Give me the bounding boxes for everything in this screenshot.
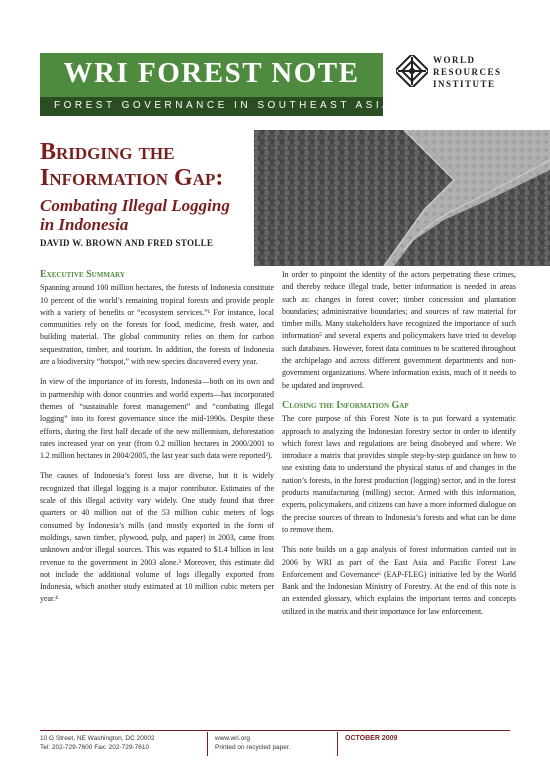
footer-divider (207, 732, 208, 756)
paragraph: In order to pinpoint the identity of the actors perpetrating these crimes, and thereby reduce illegal trade, better information is needed in areas such as: changes in forest cover; timber concession and plantation boundaries; administrative boundaries; and sources of raw material for timber mills. Many stakeholders have recognized the importance of such information⁵ and several experts and policymakers have tried to develop such databases. However, forest data continues to be scattered throughout the archipelago and across different government departments and non-government organizations. Where information exists, much of it needs to be updated and improved. (282, 270, 516, 390)
masthead-banner (40, 53, 393, 116)
forest-aerial-photo (254, 130, 550, 266)
footer-address: 10 G Street, NE Washington, DC 20002 Tel: 202-729-7600 Fax: 202-729-7610 (40, 735, 155, 751)
masthead-title: WRI FOREST NOTE (63, 57, 360, 89)
paragraph: This note builds on a gap analysis of forest information carried out in 2006 by WRI as part of the East Asia and Pacific Forest Law Enforcement and Governance⁶ (EAP-FLEG) initiative led by the World Bank and the Indonesian Ministry of Forestry. At the end of this note is an extended glossary, which explains the important terms and concepts utilized in the matrix and their importance for law enforcement. (282, 545, 516, 616)
publication-date: OCTOBER 2009 (345, 735, 398, 742)
series-title: FOREST GOVERNANCE IN SOUTHEAST ASIA (54, 100, 393, 111)
paragraph: The causes of Indonesia’s forest loss are diverse, but it is widely recognized that illegal logging is a major contributor. Estimates of the scale of this illegal activity vary widely. One study found that three quarters or 40 million out of the 53 million cubic meters of logs consumed by Indonesia’s mills (and mostly exported in the form of moldings, sawn timber, plywood, pulp, and paper) in 2003, came from unknown and/or illegal sources. This was equated to $1.4 billion in lost revenue to the government in 2003 alone.³ Moreover, this estimate did not include the additional volume of logs illegally exported from Indonesia, which another study estimated at 10 million cubic meters per year.⁴ (40, 471, 274, 604)
paragraph: The core purpose of this Forest Note is to put forward a systematic approach to analyzing the Indonesian forestry sector in order to identify which forest laws and regulations are being disobeyed and where. We introduce a matrix that provides simple step-by-step guidance on how to use existing data to understand the physical status of and changes in the nation’s forests, in the forest production (logging) sector, and in the forest products manufacturing (milling) sector. Armed with this information, experts, policymakers, and citizens can have a more informed dialogue on the precise sources of threats to Indonesia’s forests and what can be done to remove them. (282, 414, 517, 534)
left-column (40, 269, 274, 614)
org-name: WORLD RESOURCES INSTITUTE (433, 55, 502, 89)
authors: DAVID W. BROWN AND FRED STOLLE (40, 238, 214, 248)
article-subtitle: Combating Illegal Logging in Indonesia (40, 196, 230, 234)
footer-rule (40, 730, 510, 731)
paragraph: In view of the importance of its forests, Indonesia—both on its own and in partnership with donor countries and world experts—has incorporated themes of “sustainable forest management” and “combating illegal logging” into its forest governance since the mid-1990s. Despite these efforts, during the first half decade of the new millennium, deforestation rates increased year on year (from 0.2 million hectares in 2000/2001 to 1.2 million hectares in 2004/2005, the last year such data were reported²). (40, 377, 274, 461)
paragraph: Spanning around 100 million hectares, the forests of Indonesia constitute 10 percent of the world’s remaining tropical forests and provide people with a variety of benefits or “ecosystem services.”¹ For instance, local communities rely on the forests for food, medicine, fresh water, and building material. The global community relies on them for carbon sequestration, timber, and tourism. In addition, the forests of Indonesia are a biodiversity “hotspot,” with new species discovered every year. (40, 283, 274, 367)
closing-gap-heading: Closing the Information Gap (282, 399, 409, 411)
footer-divider (337, 732, 338, 756)
footer-web: www.wri.org Printed on recycled paper. (215, 735, 291, 751)
right-column (282, 269, 516, 626)
website-link[interactable]: www.wri.org (215, 735, 251, 742)
executive-summary-heading: Executive Summary (40, 269, 125, 280)
series-bar (40, 97, 393, 116)
article-title: Bridging the Information Gap: (40, 139, 224, 191)
wri-logo-icon (396, 55, 428, 87)
